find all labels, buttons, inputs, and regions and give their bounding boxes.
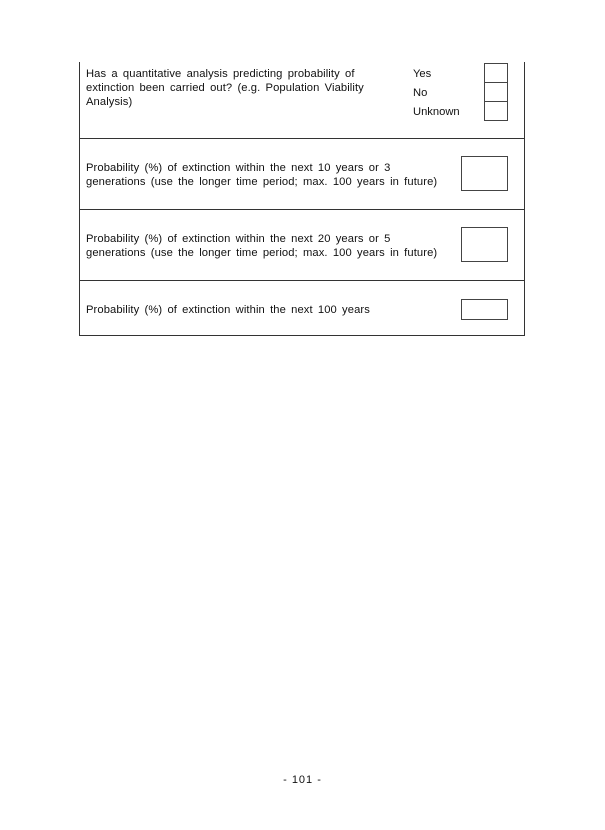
question-row-extinction-10-years (80, 138, 524, 209)
question-line: Probability (%) of extinction within the next 100 years (86, 304, 370, 316)
form-table (79, 62, 525, 336)
question-text (86, 67, 406, 109)
checkbox-unknown[interactable] (484, 101, 508, 121)
probability-input-100-years[interactable] (461, 299, 508, 320)
question-line: Probability (%) of extinction within the next 10 years or 3 (86, 162, 391, 174)
page-number: - 101 - (283, 774, 322, 786)
question-row-extinction-100-years (80, 280, 524, 336)
checkbox-yes[interactable] (484, 63, 508, 83)
question-text (86, 303, 458, 317)
question-line: Probability (%) of extinction within the next 20 years or 5 (86, 233, 391, 245)
option-label-unknown: Unknown (413, 106, 460, 118)
question-line: Has a quantitative analysis predicting probability of (86, 68, 355, 80)
question-text (86, 232, 458, 260)
option-label-yes: Yes (413, 68, 432, 80)
question-line: generations (use the longer time period; max. 100 years in future) (86, 176, 438, 188)
question-text (86, 161, 458, 189)
probability-input-20-years[interactable] (461, 227, 508, 262)
question-row-quantitative-analysis (80, 62, 524, 138)
question-line: extinction been carried out? (e.g. Population Viability (86, 82, 364, 94)
question-line: generations (use the longer time period; max. 100 years in future) (86, 247, 438, 259)
option-label-no: No (413, 87, 428, 99)
question-row-extinction-20-years (80, 209, 524, 280)
probability-input-10-years[interactable] (461, 156, 508, 191)
checkbox-no[interactable] (484, 82, 508, 102)
question-line: Analysis) (86, 96, 133, 108)
